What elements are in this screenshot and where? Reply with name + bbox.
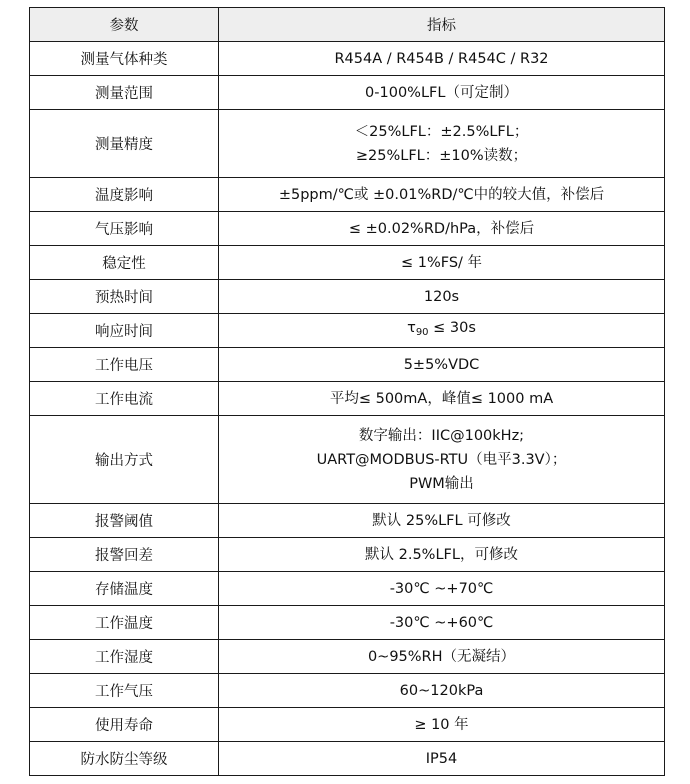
spec-value [219,538,665,572]
spec-value [219,742,665,776]
spec-line [225,316,658,345]
table-row [30,640,665,674]
table-row [30,42,665,76]
spec-value [219,314,665,348]
param-label: 工作电压 [30,348,219,382]
spec-line: 平均≤ 500mA，峰值≤ 1000 mA [329,390,554,407]
spec-value [219,76,665,110]
header-spec: 指标 [219,8,665,42]
spec-line: 数字输出：IIC@100kHz; [358,427,525,444]
param-label: 报警阈值 [30,504,219,538]
table-row [30,382,665,416]
spec-line: ≤ ±0.02%RD/hPa，补偿后 [348,220,535,237]
spec-line: 5±5%VDC [403,356,480,373]
spec-line: 120s [423,288,460,305]
param-label: 使用寿命 [30,708,219,742]
table-row [30,708,665,742]
spec-line: 默认 2.5%LFL，可修改 [365,546,518,563]
param-label: 气压影响 [30,212,219,246]
spec-line: ≥25%LFL：±10%读数； [355,147,528,164]
table-row [30,110,665,178]
spec-value [219,504,665,538]
table-row [30,178,665,212]
param-label: 工作电流 [30,382,219,416]
param-label: 测量范围 [30,76,219,110]
table-row [30,742,665,776]
spec-value [219,416,665,504]
spec-line: -30℃ ~+60℃ [389,614,494,631]
spec-line: -30℃ ~+70℃ [389,580,494,597]
spec-line: R454A / R454B / R454C / R32 [334,50,549,67]
spec-value [219,110,665,178]
table-row [30,416,665,504]
param-label: 工作温度 [30,606,219,640]
spec-line: ≤ 1%FS/ 年 [400,254,483,271]
param-label: 输出方式 [30,416,219,504]
spec-value [219,382,665,416]
spec-line: 0~95%RH（无凝结） [367,648,516,665]
spec-line: 默认 25%LFL 可修改 [372,512,511,529]
param-label: 温度影响 [30,178,219,212]
table-row [30,674,665,708]
spec-line: UART@MODBUS-RTU（电平3.3V）； [316,451,567,468]
spec-value [219,348,665,382]
param-label: 工作湿度 [30,640,219,674]
param-label: 报警回差 [30,538,219,572]
param-label: 存储温度 [30,572,219,606]
spec-line: ＜25%LFL：±2.5%LFL； [354,123,529,140]
spec-value [219,212,665,246]
spec-value [219,640,665,674]
spec-value [219,246,665,280]
param-label: 响应时间 [30,314,219,348]
spec-table [29,7,665,776]
spec-value [219,178,665,212]
table-row [30,212,665,246]
table-row [30,606,665,640]
spec-value [219,674,665,708]
spec-value [219,280,665,314]
param-label: 测量气体种类 [30,42,219,76]
table-row [30,504,665,538]
spec-value [219,708,665,742]
table-row [30,572,665,606]
response-time-value: ≤ 30s [428,320,476,336]
spec-value [219,572,665,606]
spec-value [219,606,665,640]
spec-value [219,42,665,76]
table-row [30,348,665,382]
header-param: 参数 [30,8,219,42]
param-label: 工作气压 [30,674,219,708]
spec-line: IP54 [425,750,458,767]
table-row [30,538,665,572]
spec-line: ≥ 10 年 [414,716,469,733]
spec-line: PWM输出 [409,475,474,492]
param-label: 预热时间 [30,280,219,314]
table-row [30,246,665,280]
spec-line: ±5ppm/℃或 ±0.01%RD/℃中的较大值，补偿后 [278,186,605,203]
param-label: 稳定性 [30,246,219,280]
param-label: 测量精度 [30,110,219,178]
param-label: 防水防尘等级 [30,742,219,776]
spec-line: 0-100%LFL（可定制） [365,84,518,101]
tau-symbol: τ [407,320,416,336]
table-header-row [30,8,665,42]
tau-subscript: 90 [415,327,429,338]
table-row [30,76,665,110]
table-row [30,314,665,348]
table-row [30,280,665,314]
spec-line: 60~120kPa [399,682,484,699]
